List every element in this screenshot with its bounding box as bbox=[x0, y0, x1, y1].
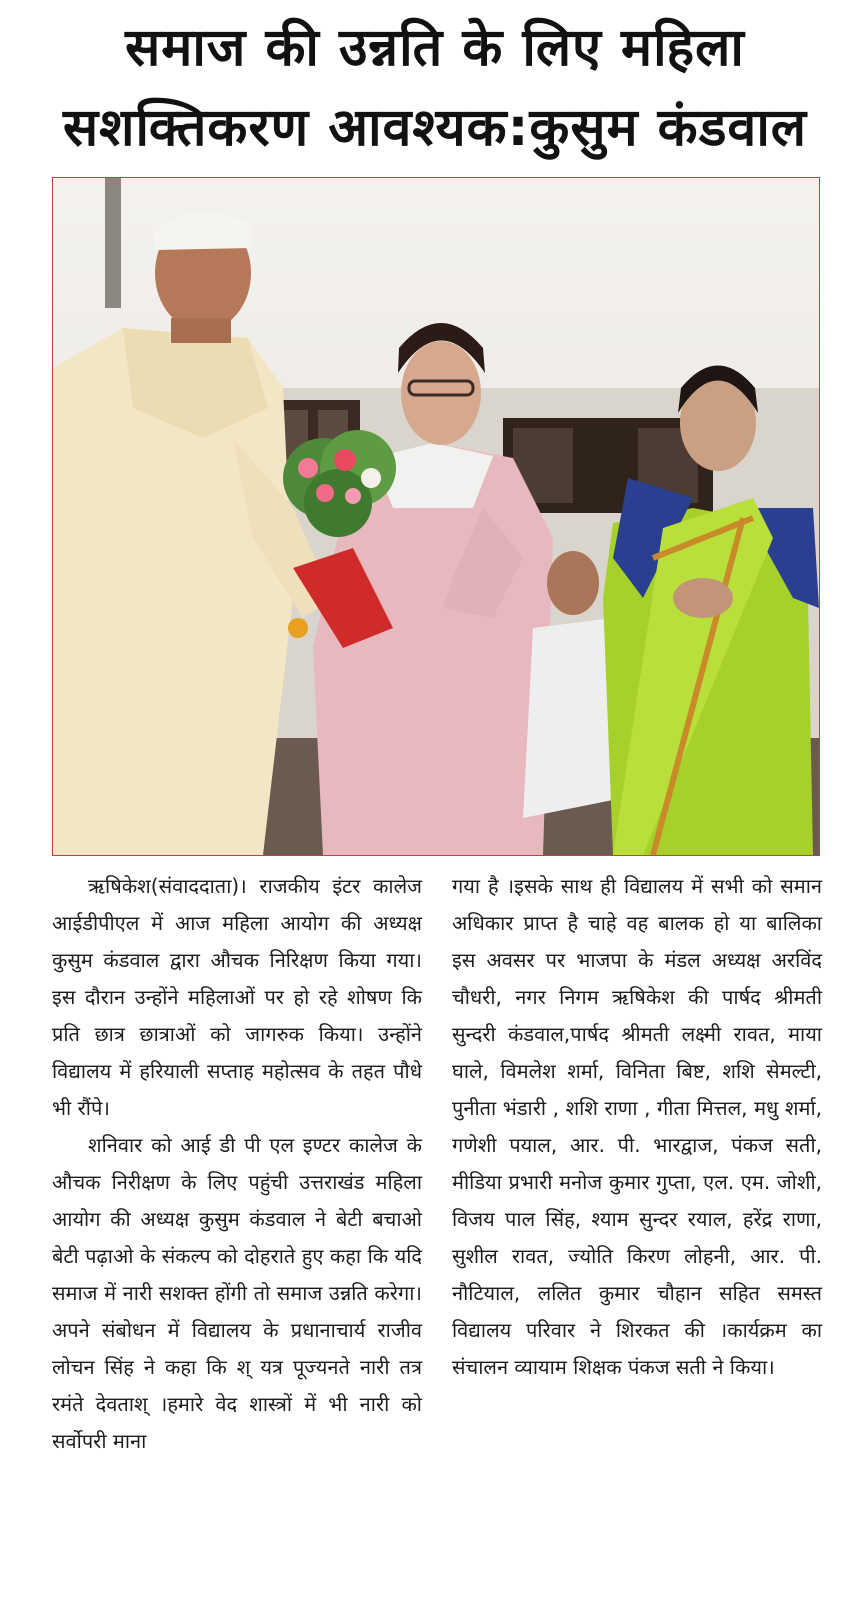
news-photo bbox=[52, 177, 820, 856]
article-column-right bbox=[452, 868, 822, 1386]
article-paragraph: ऋषिकेश(संवाददाता)। राजकीय इंटर कालेज आईडीपीएल में आज महिला आयोग की अध्यक्ष कुसुम कंडवाल द्वारा औचक निरिक्षण किया गया। इस दौरान उन्होंने महिलाओं पर हो रहे शोषण कि प्रति छात्र छात्राओं को जागरुक किया। उन्होंने विद्यालय में हरियाली सप्ताह महोत्सव के तहत पौधे भी रौंपे। bbox=[52, 874, 422, 1120]
headline bbox=[40, 8, 830, 168]
headline-line-1: समाज की उन्नति के लिए महिला bbox=[125, 18, 745, 78]
article-paragraph: गया है ।इसके साथ ही विद्यालय में सभी को समान अधिकार प्राप्त है चाहे वह बालक हो या बालिका इस अवसर पर भाजपा के मंडल अध्यक्ष अरविंद चौधरी, नगर निगम ऋषिकेश की पार्षद श्रीमती सुन्दरी कंडवाल,पार्षद श्रीमती लक्ष्मी रावत, माया घाले, विमलेश शर्मा, विनिता बिष्ट, शशि सेमल्टी, पुनीता भंडारी , शशि राणा , गीता मित्तल, मधु शर्मा, गणेशी पयाल, आर. पी. भारद्वाज, पंकज सती, मीडिया प्रभारी मनोज कुमार गुप्ता, एल. एम. जोशी, विजय पाल सिंह, श्याम सुन्दर रयाल, हरेंद्र राणा, सुशील रावत, ज्योति किरण लोहनी, आर. पी. नौटियाल, ललित कुमार चौहान सहित समस्त विद्यालय परिवार ने शिरकत की ।कार्यक्रम का संचालन व्यायाम शिक्षक पंकज सती ने किया। bbox=[452, 874, 822, 1379]
article-column-left bbox=[52, 868, 422, 1460]
headline-line-2: सशक्तिकरण आवश्यक:कुसुम कंडवाल bbox=[62, 98, 808, 158]
article-paragraph: शनिवार को आई डी पी एल इण्टर कालेज के औचक निरीक्षण के लिए पहुंची उत्तराखंड महिला आयोग की अध्यक्ष कुसुम कंडवाल ने बेटी बचाओ बेटी पढ़ाओ के संकल्प को दोहराते हुए कहा कि यदि समाज में नारी सशक्त होंगी तो समाज उन्नति करेगा। अपने संबोधन में विद्यालय के प्रधानाचार्य राजीव लोचन सिंह ने कहा कि श् यत्र पूज्यनते नारी तत्र रमंते देवताश् ।हमारे वेद शास्त्रों में भी नारी को सर्वोपरी माना bbox=[52, 1133, 422, 1453]
